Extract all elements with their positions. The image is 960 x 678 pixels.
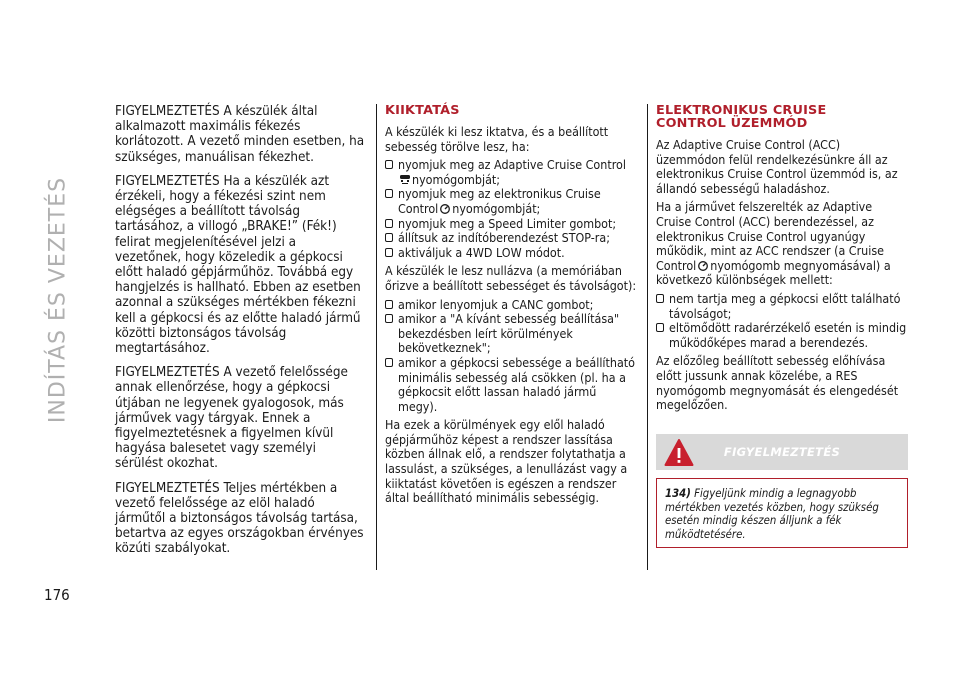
page-number: 176	[44, 586, 70, 604]
column-divider-1	[376, 104, 377, 570]
list-item: nyomjuk meg a Speed Limiter gombot;	[385, 217, 637, 232]
column-divider-2	[647, 104, 648, 570]
bullet-box-icon	[656, 294, 664, 303]
top-bar	[0, 0, 960, 48]
warning-paragraph-3: FIGYELMEZTETÉS A vezető felelőssége annak ellenőrzése, hogy a gépkocsi útjában ne legyenek gyalogosok, más járművek vagy tárgyak. Ennek a figyelmeztetésnek a figyelmen kívül hagyása balesetet vagy személyi sérülést okozhat.	[115, 365, 348, 472]
list-item: nyomjuk meg az elektronikus Cruise Control nyomógombját;	[385, 187, 637, 216]
list-item: eltömődött radarérzékelő esetén is mindig működőképes marad a berendezés.	[656, 321, 908, 350]
list-item: nyomjuk meg az Adaptive Cruise Controlnyomógombját;	[385, 158, 637, 187]
section-title-vertical: INDÍTÁS ÉS VEZETÉS	[45, 176, 71, 424]
section-heading-cruise-control: ELEKTRONIKUS CRUISE CONTROL ÜZEMMÓD	[656, 103, 827, 131]
cruise-control-icon	[439, 203, 451, 214]
acc-distance-icon	[399, 174, 411, 185]
warning-number: 134)	[665, 487, 691, 500]
warning-box	[656, 434, 908, 548]
warning-paragraph-1: FIGYELMEZTETÉS A készülék által alkalmazott maximális fékezés korlátozott. A vezető minden esetben, ha szükséges, manuálisan fékezhet.	[115, 104, 365, 165]
warning-text: Figyeljünk mindig a legnagyobb mértékben vezetés közben, hogy szükség esetén mindig készen álljunk a fék működtetésére.	[665, 487, 879, 541]
column-2	[385, 104, 637, 510]
list-item: amikor a gépkocsi sebessége a beállítható minimális sebesség alá csökken (pl. ha a gépkocsit előtt lassan haladó jármű megy).	[385, 356, 637, 414]
paragraph-resume: Az előzőleg beállított sebesség előhívása előtt jussunk annak közelébe, a RES nyomógomb megnyomását és elengedését megelőzően.	[656, 353, 899, 413]
cruise-control-icon	[697, 260, 709, 271]
reset-intro-text: A készülék le lesz nullázva (a memóriában őrizve a beállított sebességet és távolságot):	[385, 263, 637, 293]
list-item: állítsuk az indítóberendezést STOP-ra;	[385, 231, 637, 246]
warning-paragraph-4: FIGYELMEZTETÉS Teljes mértékben a vezető felelőssége az elöl haladó járműtől a biztonságos távolság tartása, betartva az egyes országokban érvényes közúti szabályokat.	[115, 480, 364, 557]
list-item: amikor lenyomjuk a CANC gombot;	[385, 298, 637, 313]
warning-triangle-icon	[664, 438, 694, 468]
list-item: aktiváljuk a 4WD LOW módot.	[385, 246, 637, 261]
bullet-box-icon	[385, 233, 393, 242]
bullet-box-icon	[385, 248, 393, 257]
warning-paragraph-2: FIGYELMEZTETÉS Ha a készülék azt érzékeli, hogy a fékezési szint nem elégséges a beállított távolság tartásához, a villogó „BRAKE!” (Fék!) felirat megjelenítésével jelzi a vezetőnek, hogy közeledik a gépkocsi előtt haladó gépjárműhöz. Továbbá egy hangjelzés is hallható. Ebben az esetben azonnal a szükséges mértékben fékezni kell a gépkocsi és az előtte haladó jármű közötti biztonságos távolság megtartásához.	[115, 173, 361, 357]
intro-text: A készülék ki lesz iktatva, és a beállított sebesség törölve lesz, ha:	[385, 124, 609, 154]
bullet-box-icon	[385, 219, 393, 228]
warning-header-label: FIGYELMEZTETÉS	[723, 445, 841, 459]
column-3	[656, 104, 908, 417]
bullet-box-icon	[385, 314, 393, 323]
warning-header	[656, 434, 908, 470]
warning-body	[656, 478, 908, 548]
bullet-box-icon	[385, 358, 393, 367]
bullet-box-icon	[656, 323, 664, 332]
column-1	[115, 104, 365, 566]
closing-text: Ha ezek a körülmények egy elől haladó gépjárműhöz képest a rendszer lassítása közben állnak elő, a rendszer folytathatja a lassulást, a szükséges, a lenullázást vagy a kiiktatást követően is egészen a rendszer által beállítható minimális sebességig.	[385, 417, 628, 506]
paragraph-acc-equipped: Ha a járművet felszerelték az Adaptive Cruise Control (ACC) berendezéssel, az elektronikus Cruise Control ugyanúgy működik, mint az ACC rendszer (a Cruise Control nyomógomb megnyomásával) a következő különbségek mellett:	[656, 199, 891, 288]
bullet-box-icon	[385, 160, 393, 169]
section-heading-kiiktatas: KIIKTATÁS	[385, 103, 460, 118]
bullet-box-icon	[385, 300, 393, 309]
bullet-box-icon	[385, 189, 393, 198]
paragraph-acc-overview: Az Adaptive Cruise Control (ACC) üzemmódon felül rendelkezésünkre áll az elektronikus Cruise Control üzemmód is, az állandó sebességű haladáshoz.	[656, 137, 898, 196]
list-item: amikor a "A kívánt sebesség beállítása" bekezdésben leírt körülmények bekövetkeznek";	[385, 312, 637, 356]
list-item: nem tartja meg a gépkocsi előtt található távolságot;	[656, 292, 908, 321]
